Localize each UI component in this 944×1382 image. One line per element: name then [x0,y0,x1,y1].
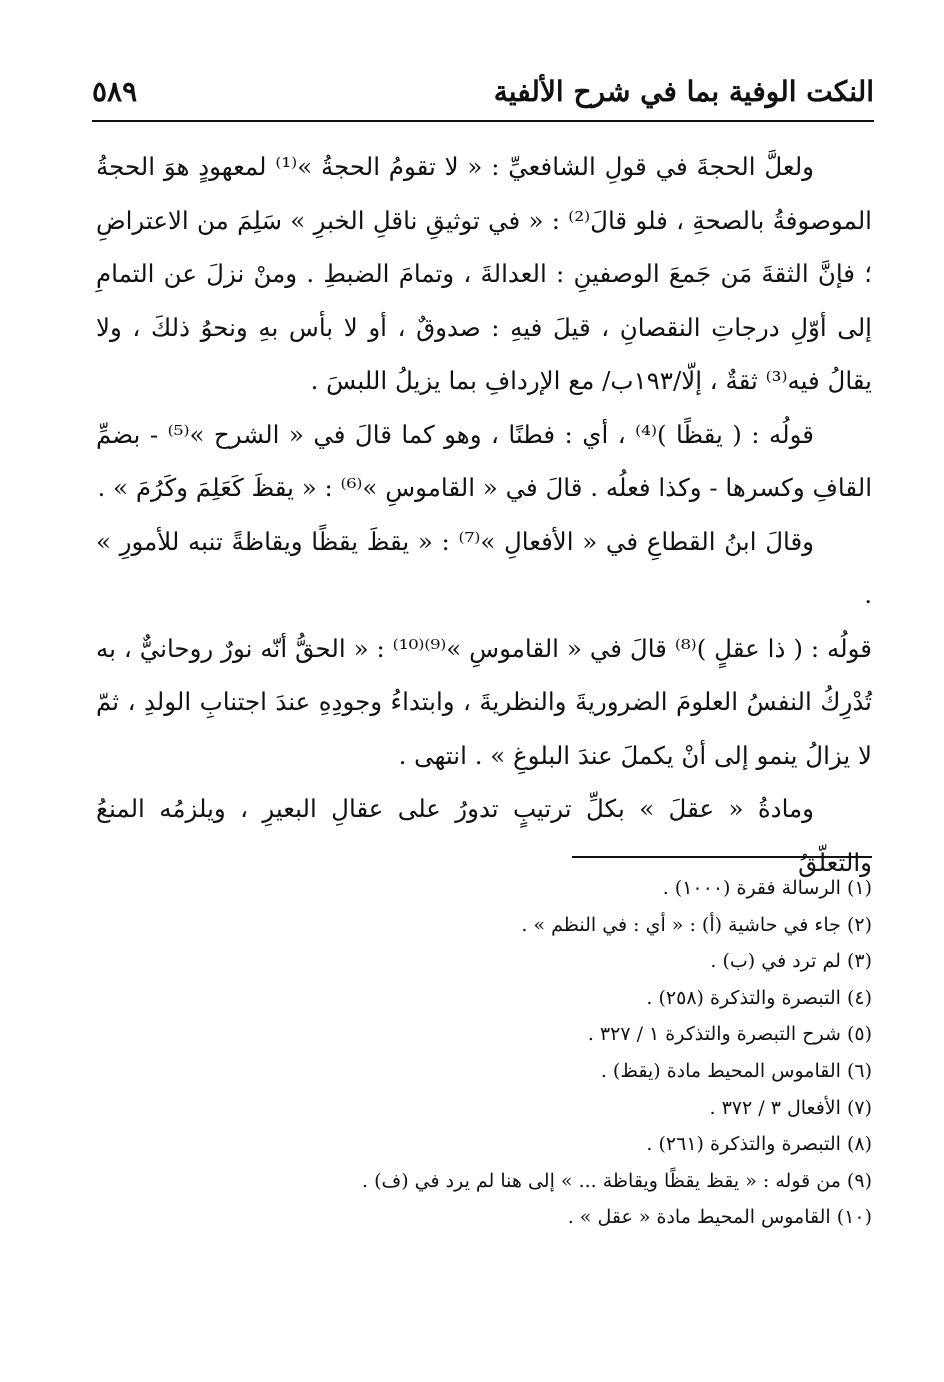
footnote-1: (١) الرسالة فقرة (١٠٠٠) . [662,877,872,899]
page-number: ٥٨٩ [92,74,138,108]
footnote-2: (٢) جاء في حاشية (أ) : « أي : في النظم » . [521,913,872,936]
footnote-5: (٥) شرح التبصرة والتذكرة ١ / ٣٢٧ . [587,1023,872,1046]
header-rule [92,120,874,122]
paragraph-5: ومادةُ « عقلَ » بكلِّ ترتيبٍ تدورُ على عقالِ البعيرِ ، ويلزمُه المنعُ والتعلّقُ [96,794,872,877]
footnote-10: (١٠) القاموس المحيط مادة « عقل » . [567,1206,872,1229]
footnote-7: (٧) الأفعال ٣ / ٣٧٢ . [709,1096,872,1119]
footnote-3: (٣) لم ترد في (ب) . [710,950,872,973]
footnote-9: (٩) من قوله : « يقظ يقظًا ويقاظة ... » إلى هنا لم يرد في (ف) . [362,1169,872,1192]
paragraph-1: ولعلَّ الحجةَ في قولِ الشافعيِّ : « لا تقومُ الحجةُ »⁽¹⁾ لمعهودٍ هوَ الحجةُ الموصوفةُ بالصحةِ ، فلو قالَ⁽²⁾ : « في توثيقِ ناقلِ الخبرِ » سَلِمَ من الاعتراضِ ؛ فإنَّ الثقةَ مَن جَمعَ الوصفينِ : العدالةَ ، وتمامَ الضبطِ . ومنْ نزلَ عن التمامِ إلى أوّلِ درجاتِ النقصانِ ، قيلَ فيهِ : صدوقٌ ، أو لا بأس بهِ ونحوُ ذلكَ ، ولا يقالُ فيه⁽³⁾ ثقةٌ ، إلّا/١٩٣ب/ مع الإردافِ بما يزيلُ اللبسَ . [96,152,872,395]
footnotes [96,870,872,1236]
footnote-separator [572,856,872,858]
main-text [96,140,872,889]
running-header [92,62,874,120]
footnote-8: (٨) التبصرة والتذكرة (٢٦١) . [646,1133,872,1156]
footnote-6: (٦) القاموس المحيط مادة (يقظ) . [600,1059,872,1082]
paragraph-2: قولُه : ( يقظًا )⁽⁴⁾ ، أي : فطنًا ، وهو كما قالَ في « الشرح »⁽⁵⁾ - بضمِّ القافِ وكسرها - وكذا فعلُه . قالَ في « القاموسِ »⁽⁶⁾ : « يقظَ كَعَلِمَ وكَرُمَ » . [96,419,872,502]
paragraph-3: وقالَ ابنُ القطاعِ في « الأفعالِ »⁽⁷⁾ : « يقظَ يقظًا ويقاظةً تنبه للأمورِ » . [96,526,872,609]
paragraph-4: قولُه : ( ذا عقلٍ )⁽⁸⁾ قالَ في « القاموسِ »⁽⁹⁾⁽¹⁰⁾ : « الحقُّ أنّه نورٌ روحانيٌّ ، به تُدْرِكُ النفسُ العلومَ الضروريةَ والنظريةَ ، وابتداءُ وجودِهِ عندَ اجتنابِ الولدِ ، ثمّ لا يزالُ ينمو إلى أنْ يكملَ عندَ البلوغِ » . انتهى . [96,633,872,770]
header-title: النكت الوفية بما في شرح الألفية [493,74,874,108]
footnote-4: (٤) التبصرة والتذكرة (٢٥٨) . [646,986,872,1009]
